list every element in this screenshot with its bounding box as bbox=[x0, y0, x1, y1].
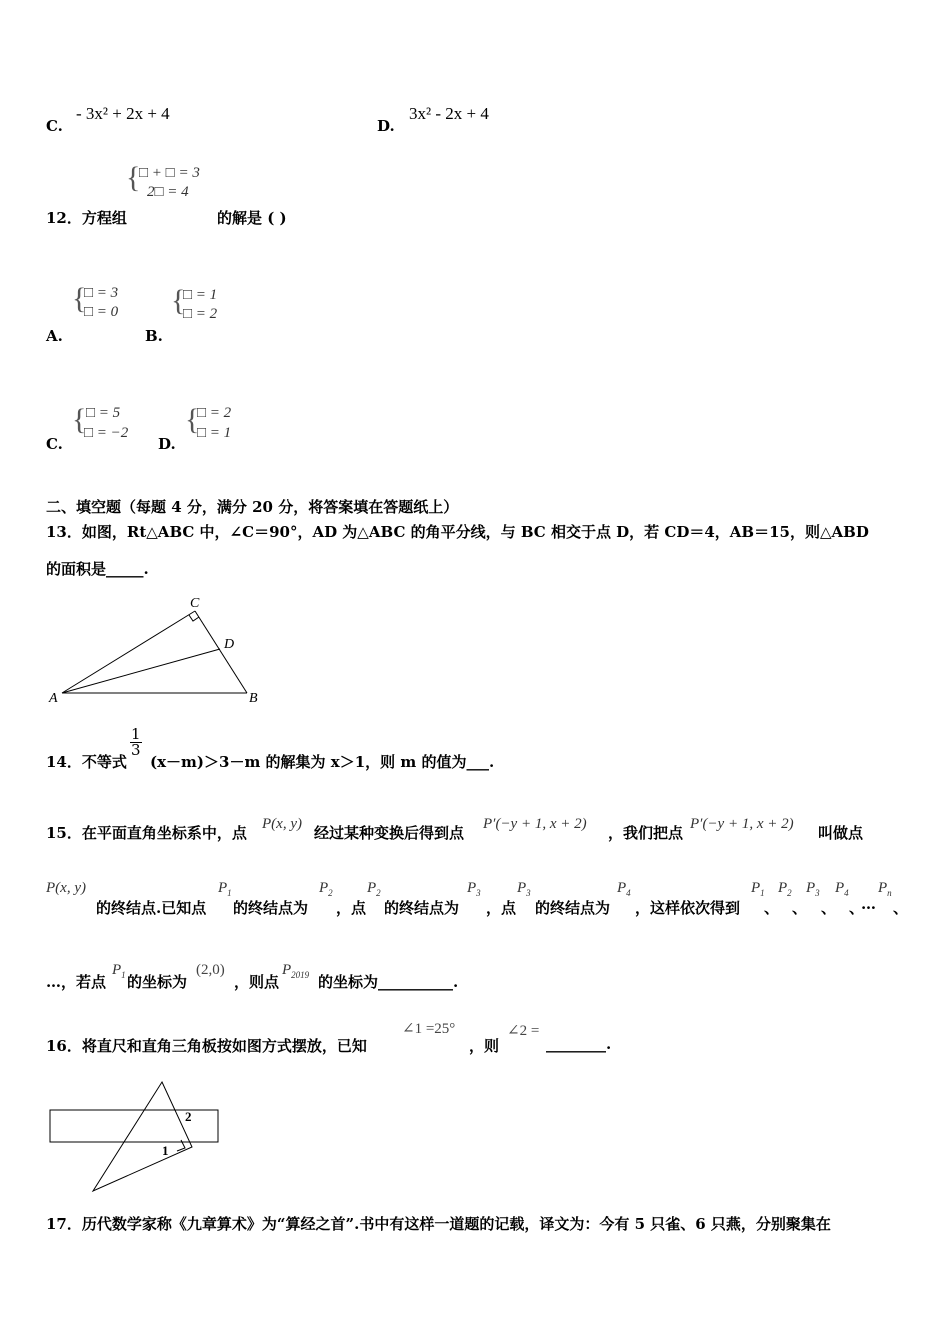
q15-text-3d: 的坐标为__________. bbox=[318, 973, 459, 991]
q16-angle-2: ∠2 = bbox=[507, 1023, 540, 1039]
q12-option-b-line-2: □ = 2 bbox=[183, 306, 218, 322]
q11-option-d-expression: 3x² - 2x + 4 bbox=[409, 104, 489, 123]
q14-fraction-denominator: 3 bbox=[131, 741, 141, 759]
q15-point-p3-b: $P_3$ bbox=[517, 880, 531, 898]
q12-option-a-line-2: □ = 0 bbox=[84, 304, 119, 320]
q15-point-p1-line3: $P_1$ bbox=[112, 962, 126, 980]
q13-label-b: B bbox=[249, 691, 258, 706]
q16-text-a: 16．将直尺和直角三角板按如图方式摆放，已知 bbox=[46, 1037, 367, 1055]
q13-question-line-2: 的面积是_____. bbox=[46, 560, 149, 578]
q15-seq-p2: $P_2$ bbox=[778, 880, 792, 898]
q12-system-line-1: □ + □ = 3 bbox=[139, 165, 200, 181]
q12-option-d-line-2: □ = 1 bbox=[197, 425, 232, 441]
q12-option-c-brace: { bbox=[72, 403, 87, 436]
q13-label-d: D bbox=[224, 637, 235, 652]
q15-coordinate: (2,0) bbox=[196, 962, 225, 978]
q12-question-text: 12．方程组 bbox=[46, 209, 127, 227]
q12-question-text-end: 的解是 ( ) bbox=[217, 209, 287, 227]
q12-option-a-brace: { bbox=[72, 282, 87, 315]
q12-system-line-2: 2□ = 4 bbox=[147, 184, 189, 200]
q16-set-square bbox=[93, 1082, 192, 1191]
q13-segment-cb bbox=[195, 611, 247, 693]
q15-text-3c: ，则点 bbox=[234, 973, 280, 991]
q12-option-b-brace: { bbox=[171, 284, 186, 317]
q15-point-p3: $P_3$ bbox=[467, 880, 481, 898]
q14-fraction bbox=[130, 727, 142, 758]
q12-system-brace: { bbox=[126, 161, 141, 194]
q15-point-p2: $P_2$ bbox=[319, 880, 333, 898]
q13-question-line-1: 13．如图，Rt△ABC 中，∠C＝90°，AD 为△ABC 的角平分线，与 BC 相交于点 D，若 CD＝4，AB＝15，则△ABD bbox=[46, 523, 869, 541]
q12-option-d-line-1: □ = 2 bbox=[197, 405, 232, 421]
q16-text-c: ________. bbox=[546, 1035, 612, 1053]
q12-option-a-label: A. bbox=[46, 327, 63, 345]
q16-label-1: 1 bbox=[162, 1143, 169, 1158]
q14-fraction-numerator: 1 bbox=[131, 725, 141, 743]
q15-point-p-prime-2: P′(−y + 1, x + 2) bbox=[690, 816, 794, 832]
q13-right-angle-mark bbox=[189, 615, 199, 621]
q15-text-2g: ，这样依次得到 bbox=[635, 899, 741, 917]
q15-point-p2019: $P_{2019}$ bbox=[282, 962, 310, 980]
q13-label-c: C bbox=[190, 596, 200, 611]
q13-segment-ac bbox=[62, 611, 195, 693]
q15-seq-p1: $P_1$ bbox=[751, 880, 765, 898]
q16-ruler-triangle-figure bbox=[40, 1075, 240, 1200]
q15-seq-sep-2: 、 bbox=[792, 899, 808, 917]
q12-option-a-line-1: □ = 3 bbox=[84, 285, 119, 301]
q15-text-2b: 的终结点为 bbox=[233, 899, 309, 917]
q15-text-2d: 的终结点为 bbox=[384, 899, 460, 917]
q11-option-d-label: D. bbox=[377, 117, 395, 135]
q15-seq-sep-3: 、 bbox=[821, 899, 837, 917]
q12-option-d-label: D. bbox=[158, 435, 176, 453]
q15-text-1c: ，我们把点 bbox=[608, 824, 684, 842]
q15-seq-p3: $P_3$ bbox=[806, 880, 820, 898]
q14-question-suffix: (x－m)＞3－m 的解集为 x＞1，则 m 的值为___. bbox=[150, 753, 495, 771]
q17-question-text: 17．历代数学家称《九章算术》为“算经之首”.书中有这样一道题的记载，译文为：今有 5 只雀、6 只燕，分别聚集在 bbox=[46, 1215, 831, 1233]
q15-point-p-prime: P′(−y + 1, x + 2) bbox=[483, 816, 587, 832]
q11-option-c-expression: - 3x² + 2x + 4 bbox=[76, 104, 170, 123]
q15-point-p: P(x, y) bbox=[262, 816, 302, 832]
q15-text-1a: 15．在平面直角坐标系中，点 bbox=[46, 824, 247, 842]
q15-seq-sep-4: 、 bbox=[849, 899, 865, 917]
q15-text-3b: 的坐标为 bbox=[127, 973, 188, 991]
q11-option-c-label: C. bbox=[46, 117, 63, 135]
q15-seq-p4: $P_4$ bbox=[835, 880, 849, 898]
q15-text-2c: ，点 bbox=[336, 899, 367, 917]
q15-seq-ellipsis: … bbox=[861, 895, 876, 913]
q16-label-2: 2 bbox=[185, 1109, 192, 1124]
q15-point-p1: $P_1$ bbox=[218, 880, 232, 898]
q15-text-2a: 的终结点.已知点 bbox=[96, 899, 207, 917]
section-heading-fill-in: 二、填空题（每题 4 分，满分 20 分，将答案填在答题纸上） bbox=[46, 498, 459, 516]
q16-text-b: ，则 bbox=[469, 1037, 500, 1055]
q12-option-c-label: C. bbox=[46, 435, 63, 453]
q14-question-prefix: 14．不等式 bbox=[46, 753, 127, 771]
q12-option-b-label: B. bbox=[145, 327, 163, 345]
q15-text-2f: 的终结点为 bbox=[535, 899, 611, 917]
q15-point-p4: $P_4$ bbox=[617, 880, 631, 898]
q12-option-b-line-1: □ = 1 bbox=[183, 287, 218, 303]
q15-text-3a: …，若点 bbox=[46, 973, 107, 991]
q15-text-1b: 经过某种变换后得到点 bbox=[314, 824, 465, 842]
q15-text-2e: ，点 bbox=[486, 899, 517, 917]
q16-angle-1: ∠1 =25° bbox=[402, 1021, 456, 1037]
q13-triangle-figure bbox=[40, 590, 280, 710]
q13-segment-ad bbox=[62, 649, 220, 693]
q13-label-a: A bbox=[49, 691, 58, 706]
q15-point-p-line2: P(x, y) bbox=[46, 880, 86, 896]
q12-option-c-line-1: □ = 5 bbox=[86, 405, 121, 421]
q15-seq-sep-5: 、 bbox=[893, 899, 909, 917]
q15-text-1d: 叫做点 bbox=[818, 824, 864, 842]
q12-option-c-line-2: □ = −2 bbox=[84, 425, 129, 441]
q15-seq-pn: $P_n$ bbox=[878, 880, 892, 898]
q12-option-d-brace: { bbox=[185, 403, 200, 436]
q15-seq-sep-1: 、 bbox=[764, 899, 780, 917]
q15-point-p2-b: $P_2$ bbox=[367, 880, 381, 898]
